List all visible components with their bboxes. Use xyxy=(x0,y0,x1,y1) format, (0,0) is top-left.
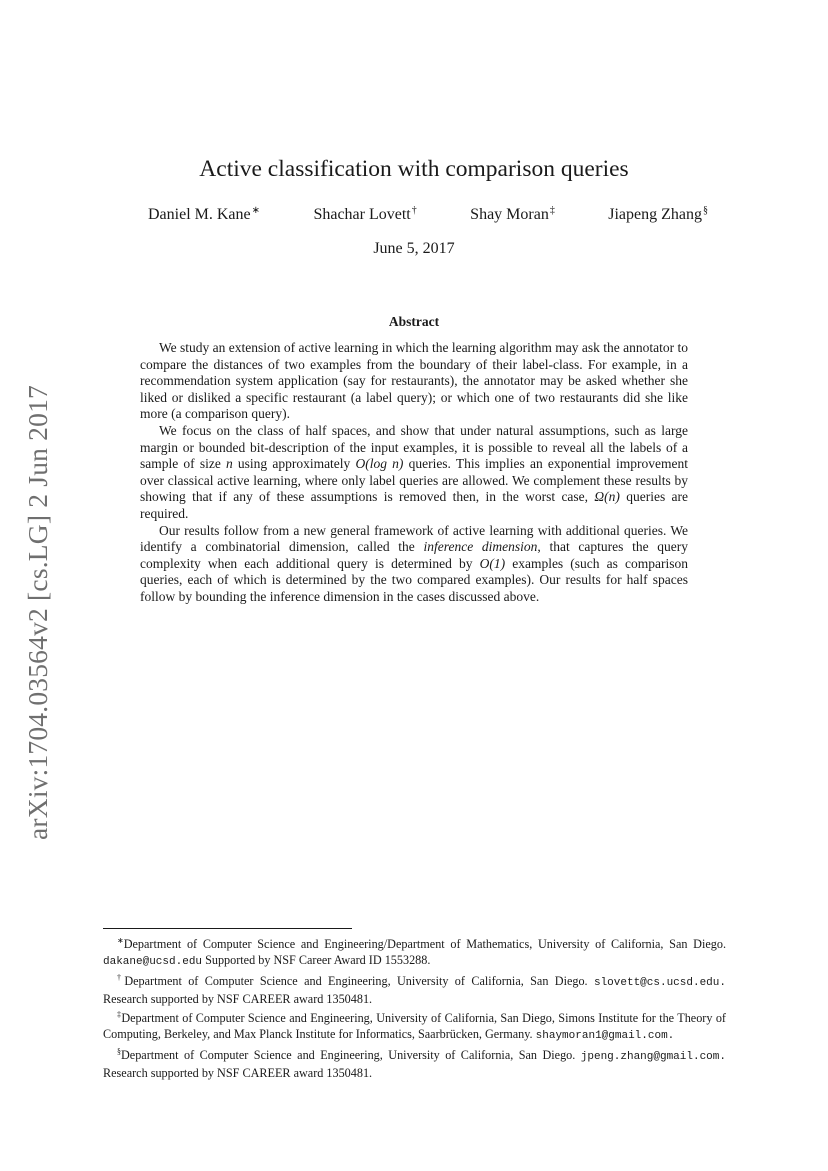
abstract-paragraph: We study an extension of active learning in which the learning algorithm may ask the annotator to compare the distances of two examples from the boundary of their label-class. For example, in a recommendation system application (say for restaurants), the annotator may be asked whether she liked or disliked a specific restaurant (a label query); or which one of two restaurants did she like more (a comparison query). xyxy=(140,340,689,422)
abstract-heading: Abstract xyxy=(388,314,440,329)
footnotes xyxy=(103,933,726,1081)
author: Shay Moran‡ xyxy=(470,205,555,223)
footnote-mark: † xyxy=(117,973,125,982)
email-address: jpeng.zhang@gmail.com. xyxy=(580,1051,726,1063)
publication-date: June 5, 2017 xyxy=(373,240,455,257)
footnote-rule xyxy=(103,928,352,929)
math-expression: O(log n) xyxy=(355,456,404,472)
footnote: †Department of Computer Science and Engineering, University of California, San Diego. slovett@cs.ucsd.edu. Research supported by NSF CAREER award 1350481. xyxy=(103,973,726,1006)
author: Shachar Lovett† xyxy=(313,205,417,223)
author-footnote-mark: † xyxy=(411,205,417,216)
math-symbol: n xyxy=(225,456,233,472)
emphasized-term: inference dimension xyxy=(423,539,538,555)
email-address: slovett@cs.ucsd.edu. xyxy=(593,977,726,989)
arxiv-identifier-stamp: arXiv:1704.03564v2 [cs.LG] 2 Jun 2017 xyxy=(22,385,53,840)
paper-title: Active classification with comparison queries xyxy=(199,156,629,182)
footnote-mark: ‡ xyxy=(117,1010,122,1019)
author: Jiapeng Zhang§ xyxy=(608,205,708,223)
footnote: ∗Department of Computer Science and Engineering/Department of Mathematics, University of California, San Diego. dakane@ucsd.edu Supported by NSF Career Award ID 1553288. xyxy=(103,936,726,968)
author: Daniel M. Kane∗ xyxy=(148,205,261,223)
math-expression: O(1) xyxy=(479,555,506,571)
math-expression: Ω(n) xyxy=(594,489,620,505)
author-footnote-mark: § xyxy=(703,205,708,216)
author-footnote-mark: ∗ xyxy=(251,205,261,216)
author-list xyxy=(148,205,708,224)
abstract-body xyxy=(140,340,688,606)
abstract-paragraph: We focus on the class of half spaces, and show that under natural assumptions, such as large margin or bounded bit-description of the input examples, it is possible to reveal all the labels of a sample of size n using approximately O(log n) queries. This implies an exponential improvement over classical active learning, where only label queries are allowed. We complement these results by showing that if any of these assumptions is removed then, in the worst case, Ω(n) queries are required. xyxy=(140,422,688,521)
footnote-mark: § xyxy=(117,1047,121,1056)
author-footnote-mark: ‡ xyxy=(549,205,555,216)
abstract-paragraph: Our results follow from a new general framework of active learning with additional queries. We identify a combinatorial dimension, called the inference dimension, that captures the query complexity when each additional query is determined by O(1) examples (such as comparison queries, each of which is determined by the two compared examples). Our results for half spaces follow by bounding the inference dimension in the cases discussed above. xyxy=(140,522,689,604)
footnote-mark: ∗ xyxy=(117,936,124,945)
email-address: shaymoran1@gmail.com. xyxy=(535,1029,675,1042)
footnote: §Department of Computer Science and Engineering, University of California, San Diego. jpeng.zhang@gmail.com. Research supported by NSF CAREER award 1350481. xyxy=(103,1047,726,1080)
email-address: dakane@ucsd.edu xyxy=(103,955,203,968)
footnote: ‡Department of Computer Science and Engineering, University of California, San Diego, Simons Institute for the Theory of Computing, Berkeley, and Max Planck Institute for Informatics, Saarbrücken, Germany. shaymoran1@gmail.com. xyxy=(103,1010,726,1042)
